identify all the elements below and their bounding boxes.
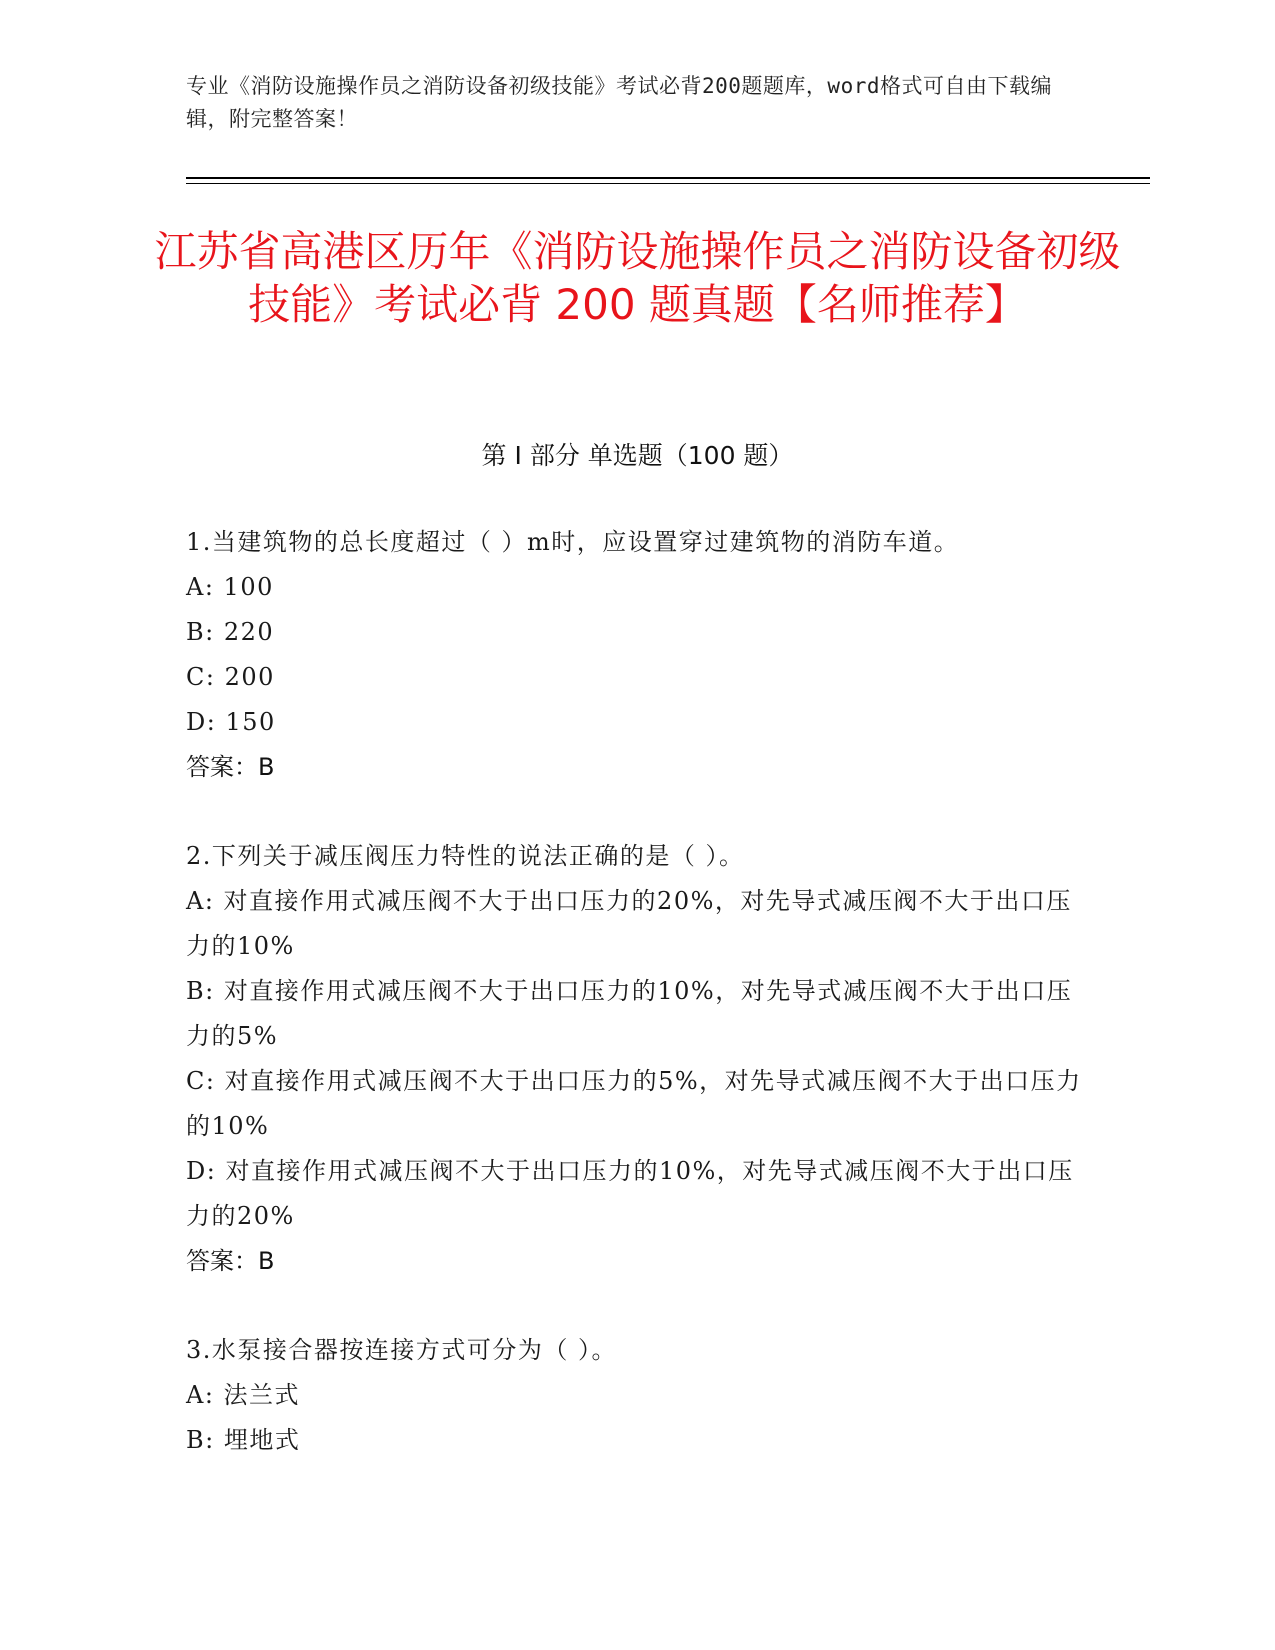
option-a: A: 法兰式	[186, 1381, 301, 1409]
option-d: D: 对直接作用式减压阀不大于出口压力的10%，对先导式减压阀不大于出口压力的20%	[186, 1157, 1074, 1230]
question-2	[186, 834, 1086, 1284]
option-a: A: 100	[186, 573, 274, 601]
question-stem: 3.水泵接合器按连接方式可分为（ ）。	[186, 1336, 618, 1364]
header-divider-thin	[186, 183, 1150, 184]
option-c: C: 对直接作用式减压阀不大于出口压力的5%，对先导式减压阀不大于出口压力的10%	[186, 1067, 1082, 1140]
header-note: 专业《消防设施操作员之消防设备初级技能》考试必背200题题库，word格式可自由下载编辑，附完整答案！	[186, 74, 1052, 131]
answer: 答案：B	[186, 753, 275, 781]
question-stem: 1.当建筑物的总长度超过（ ）m时，应设置穿过建筑物的消防车道。	[186, 528, 960, 556]
option-b: B: 埋地式	[186, 1426, 301, 1454]
option-c: C: 200	[186, 663, 275, 691]
option-a: A: 对直接作用式减压阀不大于出口压力的20%，对先导式减压阀不大于出口压力的10%	[186, 887, 1072, 960]
question-1	[186, 520, 1086, 790]
document-title: 江苏省高港区历年《消防设施操作员之消防设备初级技能》考试必背 200 题真题【名师推荐】	[154, 227, 1121, 329]
section-title: 第 I 部分 单选题（100 题）	[481, 441, 794, 470]
answer: 答案：B	[186, 1247, 275, 1275]
option-b: B: 对直接作用式减压阀不大于出口压力的10%，对先导式减压阀不大于出口压力的5%	[186, 977, 1073, 1050]
option-d: D: 150	[186, 708, 276, 736]
header-divider-thick	[186, 177, 1150, 179]
question-3	[186, 1328, 1086, 1463]
option-b: B: 220	[186, 618, 275, 646]
question-list	[186, 520, 1086, 1507]
question-stem: 2.下列关于减压阀压力特性的说法正确的是（ ）。	[186, 842, 745, 870]
